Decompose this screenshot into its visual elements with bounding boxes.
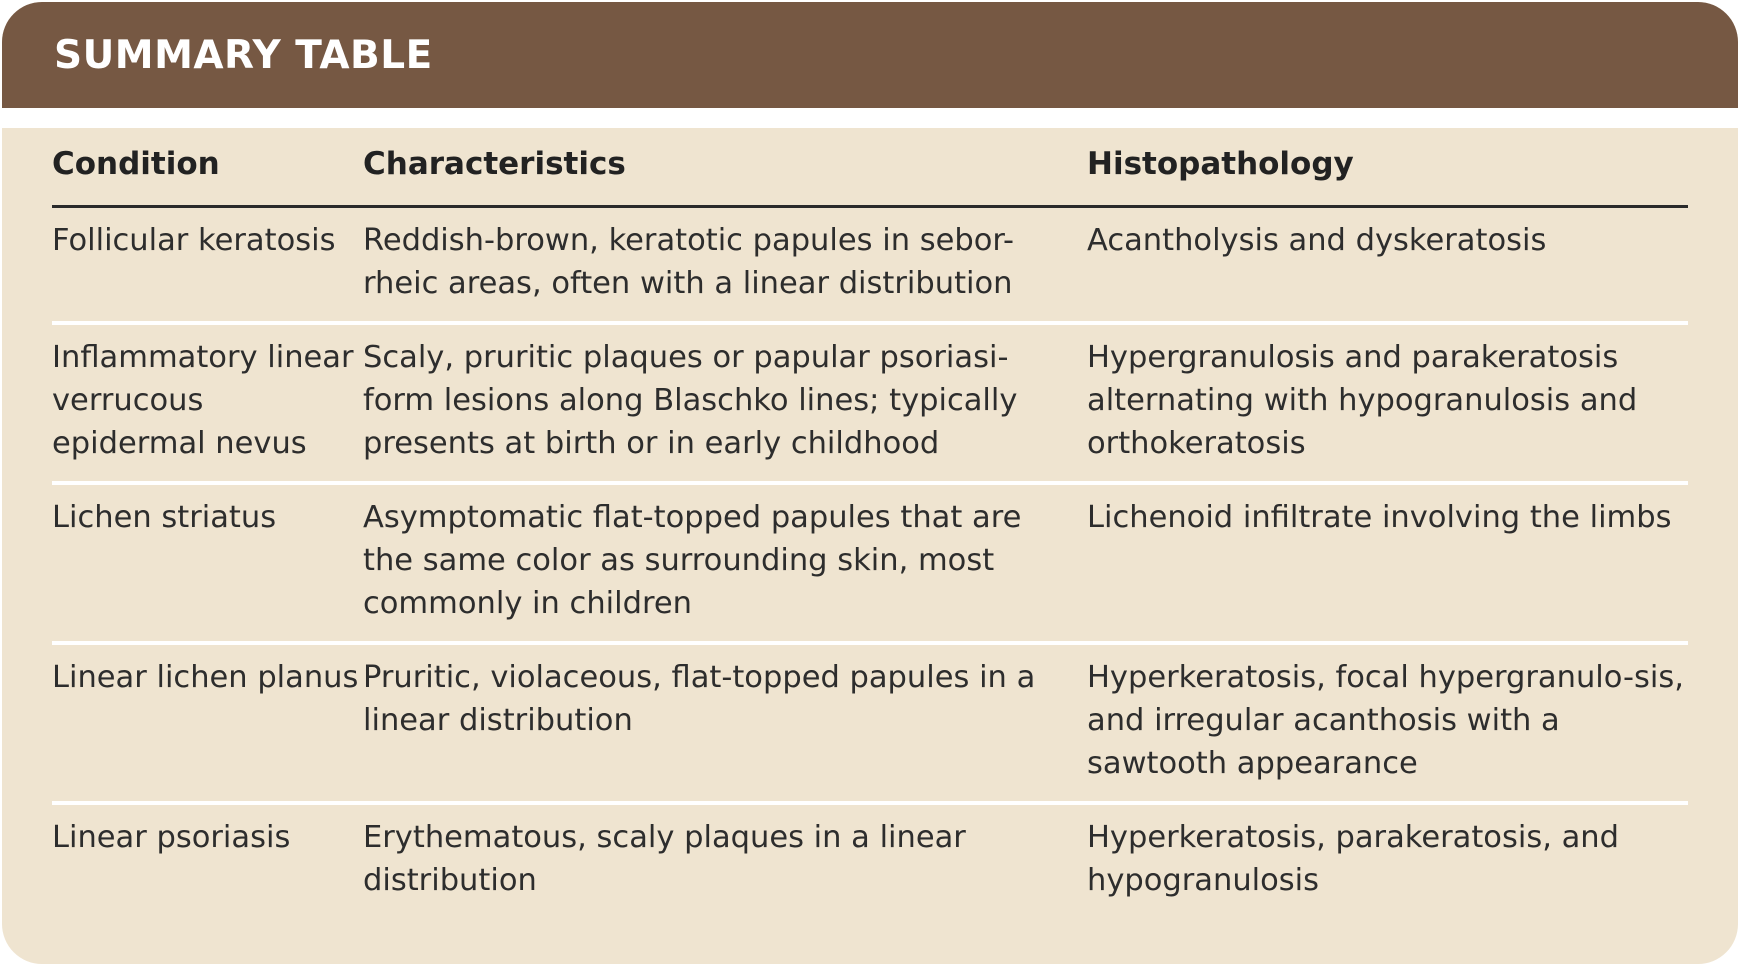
- header-divider-band: [2, 108, 1738, 128]
- characteristics-cell: Asymptomatic flat-topped papules that are the same color as surrounding skin, most commonly in children: [363, 483, 1087, 643]
- histopathology-cell: Hypergranulosis and parakeratosis alternating with hypogranulosis and orthokeratosis: [1087, 323, 1688, 483]
- characteristics-cell: Pruritic, violaceous, flat-topped papules in a linear distribution: [363, 643, 1087, 803]
- histopathology-cell: Lichenoid infiltrate involving the limbs: [1087, 483, 1688, 643]
- table-row: [52, 483, 1688, 643]
- summary-table: [52, 145, 1688, 918]
- table-row: [52, 803, 1688, 918]
- characteristics-cell: Erythematous, scaly plaques in a linear distribution: [363, 820, 966, 898]
- condition-cell: Lichen striatus: [52, 483, 363, 643]
- histopathology-cell: Hyperkeratosis, focal hypergranulo-sis, and irregular acanthosis with a sawtooth appearance: [1087, 643, 1688, 803]
- table-title: SUMMARY TABLE: [54, 33, 433, 78]
- condition-cell: Linear psoriasis: [52, 820, 291, 855]
- characteristics-cell: Scaly, pruritic plaques or papular psoriasi-form lesions along Blaschko lines; typically presents at birth or in early childhood: [363, 323, 1087, 483]
- table-row: [52, 207, 1688, 324]
- header-characteristics: Characteristics: [363, 145, 1087, 207]
- table-row: [52, 323, 1688, 483]
- histopathology-cell: Acantholysis and dyskeratosis: [1087, 207, 1688, 324]
- header-histopathology: Histopathology: [1087, 145, 1688, 207]
- header-condition: Condition: [52, 145, 363, 207]
- table-header-row: [52, 145, 1688, 207]
- condition-cell: Inflammatory linear verrucous epidermal nevus: [52, 323, 363, 483]
- characteristics-cell: Reddish-brown, keratotic papules in sebor-rheic areas, often with a linear distribution: [363, 207, 1087, 324]
- condition-cell: Linear lichen planus: [52, 643, 363, 803]
- histopathology-cell: Hyperkeratosis, parakeratosis, and hypogranulosis: [1087, 820, 1619, 898]
- condition-cell: Follicular keratosis: [52, 207, 363, 324]
- title-bar: [2, 2, 1738, 108]
- table-row: [52, 643, 1688, 803]
